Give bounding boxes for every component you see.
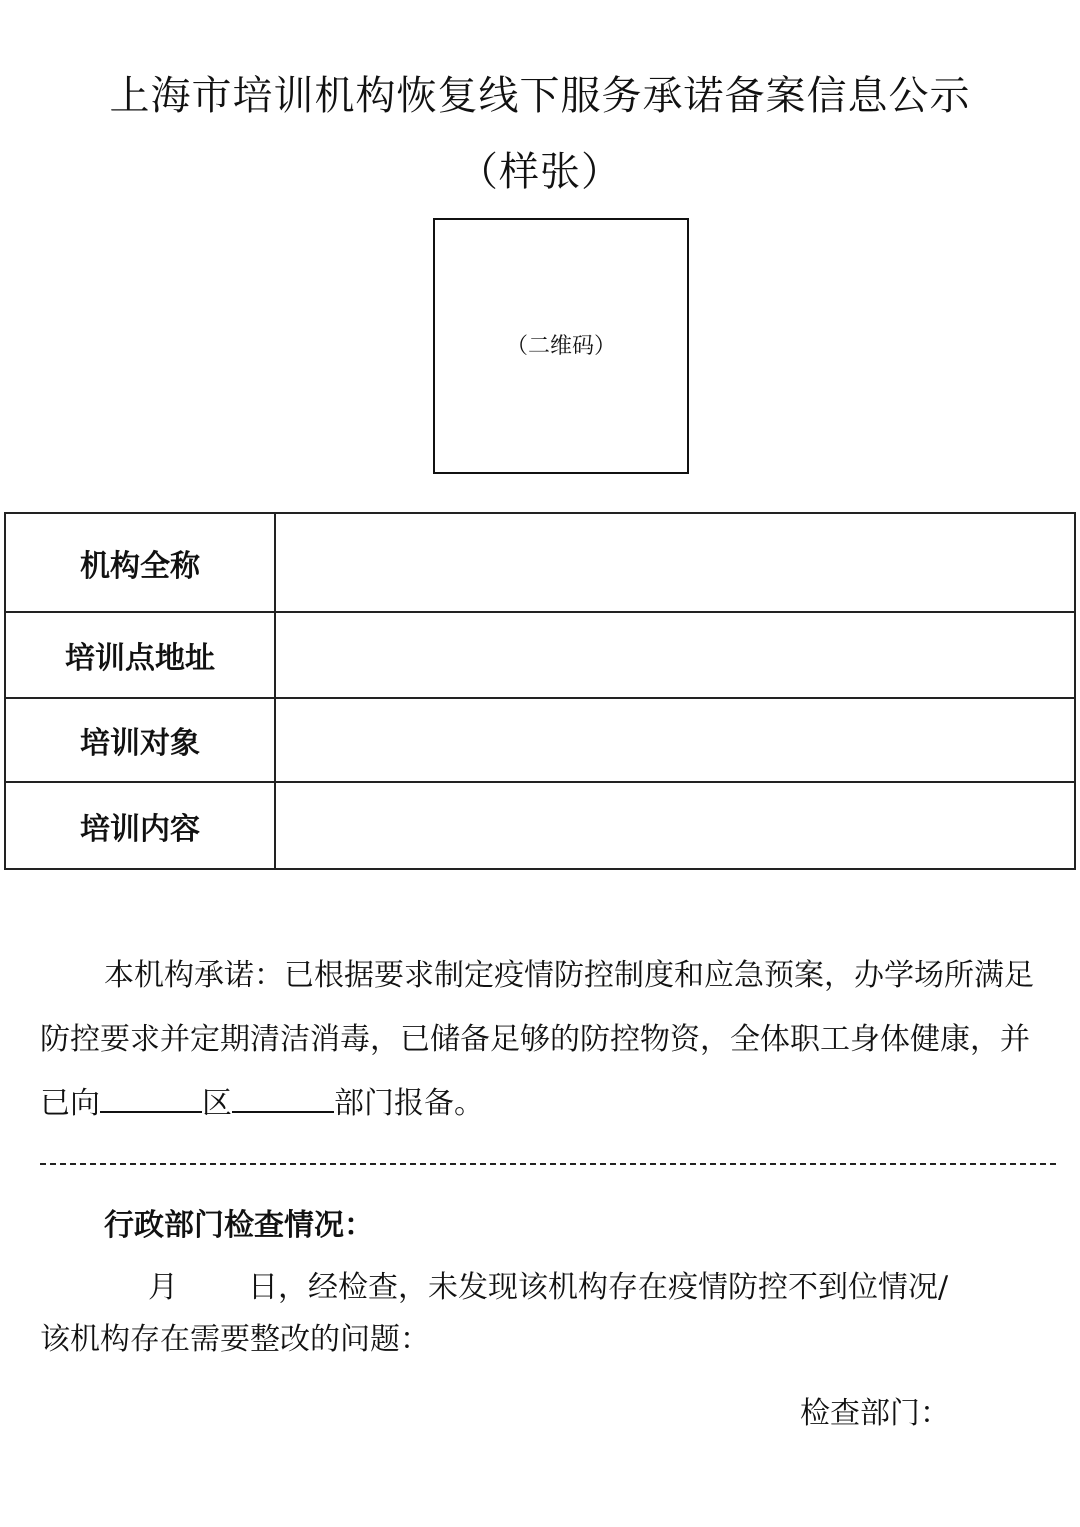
table-row (5, 612, 1075, 698)
row-label: 机构全称 (5, 513, 275, 612)
row-label: 培训点地址 (5, 612, 275, 698)
department-blank (232, 1081, 334, 1113)
promise-text-end: 部门报备。 (334, 1086, 484, 1121)
inspection-line-1 (40, 1262, 1050, 1314)
promise-paragraph (40, 944, 1050, 1136)
qr-code-label: （二维码） (505, 334, 616, 359)
district-blank (100, 1081, 202, 1113)
inspection-heading: 行政部门检查情况： (104, 1208, 374, 1243)
inspection-body (40, 1262, 1050, 1366)
row-value (275, 612, 1075, 698)
inspection-department-label: 检查部门： (800, 1396, 950, 1431)
row-label: 培训对象 (5, 698, 275, 782)
qr-code-placeholder (433, 218, 689, 474)
row-value (275, 782, 1075, 869)
row-value (275, 698, 1075, 782)
info-table (4, 512, 1076, 870)
document-subtitle: （样张） (458, 149, 622, 195)
table-row (5, 782, 1075, 869)
table-row (5, 698, 1075, 782)
row-value (275, 513, 1075, 612)
document-title: 上海市培训机构恢复线下服务承诺备案信息公示 (109, 73, 971, 119)
month-label: 月 (148, 1270, 178, 1305)
inspection-line-2: 该机构存在需要整改的问题： (40, 1322, 430, 1357)
row-label: 培训内容 (5, 782, 275, 869)
table-row (5, 513, 1075, 612)
district-label: 区 (202, 1086, 232, 1121)
day-label: 日，经检查，未发现该机构存在疫情防控不到位情况/ (248, 1270, 949, 1305)
dashed-divider (40, 1163, 1056, 1165)
promise-text: 本机构承诺：已根据要求制定疫情防控制度和应急预案，办学场所满足防控要求并定期清洁消毒，已储备足够的防控物资，全体职工身体健康，并已向 (40, 958, 1034, 1121)
